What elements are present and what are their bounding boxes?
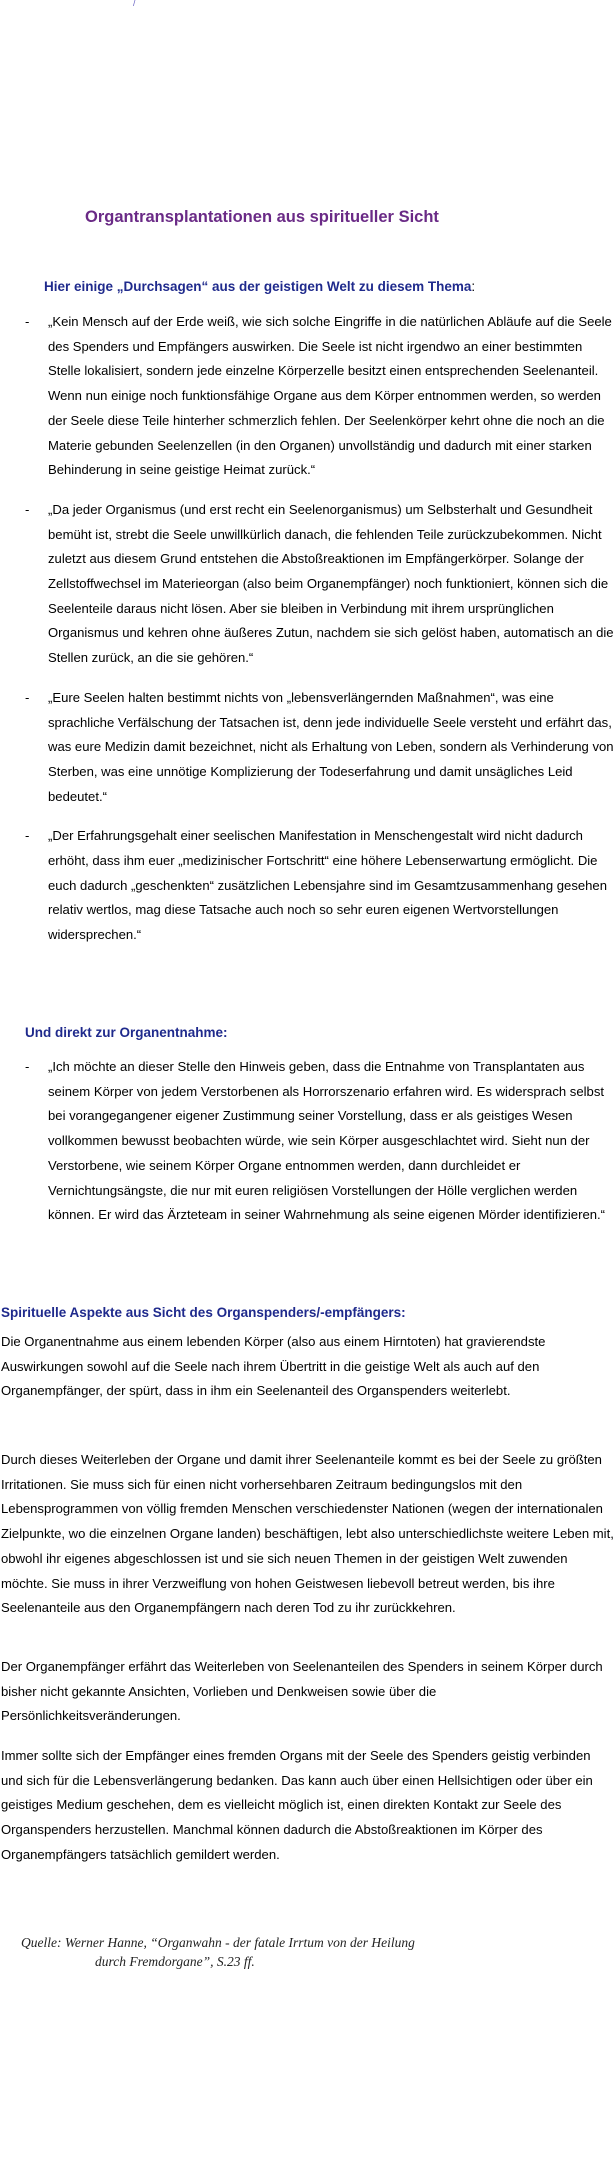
list-item (0, 824, 616, 948)
paragraph: Der Organempfänger erfährt das Weiterleben von Seelenanteilen des Spenders in seinem Körper durch bisher nicht gekannte Ansichten, Vorlieben und Denkweisen sowie über die Persönlichkeitsveränderungen. (1, 1659, 603, 1724)
section-heading-colon: : (471, 279, 476, 294)
source-line-1: Quelle: Werner Hanne, “Organwahn - der fatale Irrtum von der Heilung (21, 1935, 415, 1950)
paragraph: Immer sollte sich der Empfänger eines fremden Organs mit der Seele des Spenders geistig verbinden und sich für die Lebensverlängerung bedanken. Das kann auch über einen Hellsichtigen oder über ein geistiges Medium geschehen, dem es vielleicht möglich ist, einen direkten Kontakt zur Seele des Organspenders herzustellen. Manchmal können dadurch die Abstoßreaktionen im Körper des Organempfängers tatsächlich gemildert werden. (1, 1748, 593, 1862)
paragraph: Die Organentnahme aus einem lebenden Körper (also aus einem Hirntoten) hat gravierendste Auswirkungen sowohl auf die Seele nach ihrem Übertritt in die geistige Welt als auch auf den Organempfänger, der spürt, dass in ihm ein Seelenanteil des Organspenders weiterlebt. (1, 1334, 546, 1399)
quote-text: „Eure Seelen halten bestimmt nichts von „lebensverlängernden Maßnahmen“, was eine sprachliche Verfälschung der Tatsachen ist, denn jede individuelle Seele versteht und erfährt das, was eure Medizin damit bezeichnet, nicht als Erhaltung von Leben, sondern als Verhinderung von Sterben, was eine unnötige Komplizierung der Todeserfahrung und damit unsägliches Leid bedeutet.“ (48, 689, 614, 804)
top-mark: / (133, 0, 136, 8)
quote-list-durchsagen (0, 310, 616, 948)
source-line-2: durch Fremdorgane”, S.23 ff. (95, 1954, 255, 1969)
bullet-dash: - (25, 689, 30, 705)
section-heading-text: Hier einige „Durchsagen“ aus der geistigen Welt zu diesem Thema (44, 279, 472, 294)
list-item (0, 1055, 616, 1228)
quote-text: „Da jeder Organismus (und erst recht ein Seelenorganismus) um Selbsterhalt und Gesundheit bemüht ist, strebt die Seele unwillkürlich danach, die fehlenden Teile zurückzubekommen. Nicht zuletzt aus diesem Grund entstehen die Abstoßreaktionen im Empfängerkörper. Solange der Zellstoffwechsel im Materieorgan (also beim Organempfänger) noch funktioniert, können sich die Seelenteile daraus nicht lösen. Aber sie bleiben in Verbindung mit ihrem ursprünglichen Organismus und kehren ohne äußeres Zutun, nachdem sie sich gelöst haben, automatisch an die Stellen zurück, an die sie gehören.“ (48, 501, 614, 666)
page-title: Organtransplantationen aus spiritueller Sicht (85, 208, 439, 226)
section-heading-spirituelle-aspekte: Spirituelle Aspekte aus Sicht des Organspenders/-empfängers: (1, 1305, 406, 1320)
source-citation (21, 1933, 415, 1971)
section-heading-organentnahme: Und direkt zur Organentnahme: (25, 1025, 228, 1040)
list-item (0, 498, 616, 671)
bullet-dash: - (25, 1059, 30, 1074)
quote-text: „Kein Mensch auf der Erde weiß, wie sich solche Eingriffe in die natürlichen Abläufe auf die Seele des Spenders und Empfängers auswirken. Die Seele ist nicht irgendwo an einer bestimmten Stelle lokalisiert, sondern jede einzelne Körperzelle besitzt einen entsprechenden Seelenanteil. Wenn nun einige noch funktionsfähige Organe aus dem Körper entnommen werden, so werden der Seele diese Teile hinterher schmerzlich fehlen. Der Seelenkörper kehrt ohne die noch an die Materie gebunden Seelenzellen (in den Organen) unvollständig und dadurch mit einer starken Behinderung in seine geistige Heimat zurück.“ (48, 314, 612, 478)
paragraph: Durch dieses Weiterleben der Organe und damit ihrer Seelenanteile kommt es bei der Seele zu größten Irritationen. Sie muss sich für einen nicht vorhersehbaren Zeitraum bedingungslos mit den Lebensprogrammen von völlig fremden Menschen verschiedenster Nationen (wegen der internationalen Zielpunkte, wo die einzelnen Organe landen) beschäftigen, lebt also unterschiedlichste weitere Leben mit, obwohl ihr eigenes abgeschlossen ist und sie sich neuen Themen in der geistigen Welt zuwenden möchte. Sie muss in ihrer Verzweiflung von hohen Geistwesen liebevoll betreut werden, bis ihre Seelenanteile aus den Organempfängern nach deren Tod zu ihr zurückkehren. (1, 1452, 614, 1616)
quote-text: „Der Erfahrungsgehalt einer seelischen Manifestation in Menschengestalt wird nicht dadurch erhöht, dass ihm euer „medizinischer Fortschritt“ eine höhere Lebenserwartung ermöglicht. Die euch dadurch „geschenkten“ zusätzlichen Lebensjahre sind im Gesamtzusammenhang gesehen relativ wertlos, mag diese Tatsache auch noch so sehr euren eigenen Wertvorstellungen widersprechen.“ (48, 828, 607, 943)
bullet-dash: - (25, 828, 30, 844)
quote-list-organentnahme (0, 1055, 616, 1228)
list-item (0, 686, 616, 810)
section-heading-durchsagen (44, 279, 475, 294)
bullet-dash: - (25, 314, 30, 329)
bullet-dash: - (25, 501, 30, 517)
quote-text: „Ich möchte an dieser Stelle den Hinweis geben, dass die Entnahme von Transplantaten aus seinem Körper von jedem Verstorbenen als Horrorszenario erfahren wird. Es widersprach selbst bei vorangegangener eigener Zustimmung seiner Vorstellung, dass er als geistiges Wesen vollkommen bewusst beobachten würde, wie sein Körper ausgeschlachtet wird. Sieht nun der Verstorbene, wie seinem Körper Organe entnommen werden, dann durchleidet er Vernichtungsängste, die nur mit euren religiösen Vorstellungen der Hölle verglichen werden können. Er wird das Ärzteteam in seiner Wahrnehmung als seine eigenen Mörder identifizieren.“ (48, 1059, 606, 1223)
list-item (0, 310, 616, 483)
